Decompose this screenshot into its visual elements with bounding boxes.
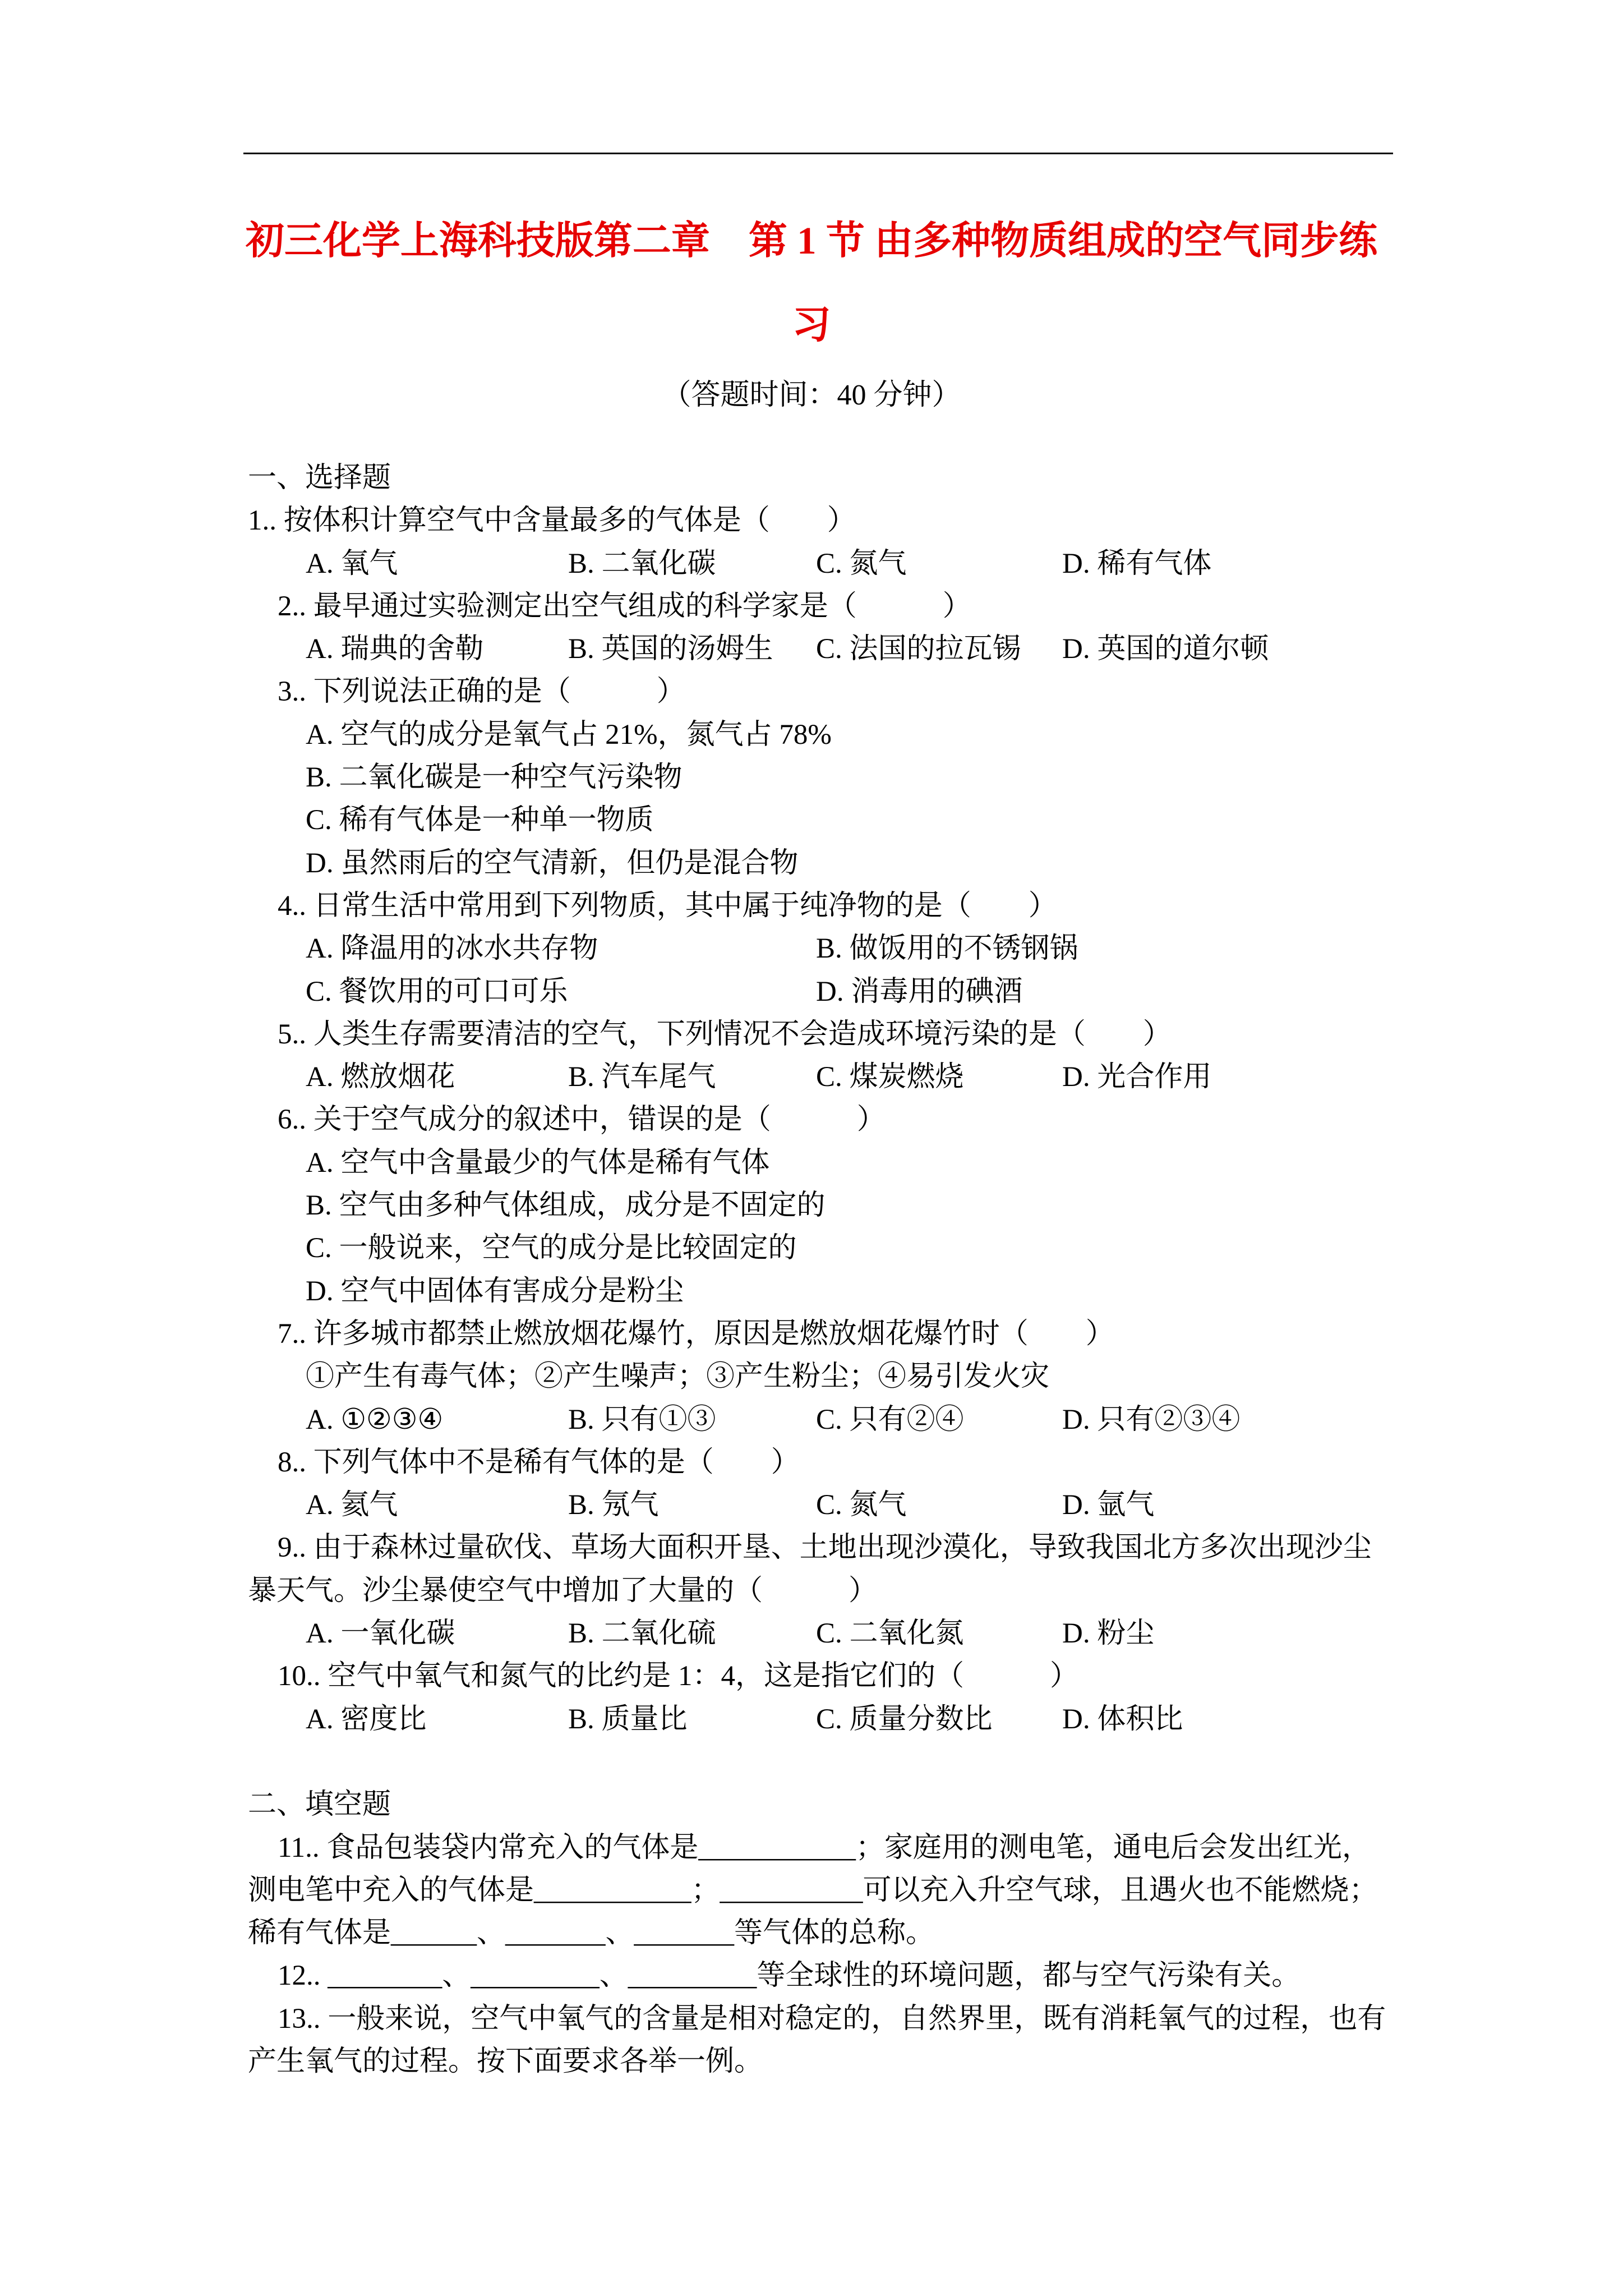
question-1-option-c: C. 氮气 (816, 547, 907, 579)
question-6-option-c: C. 一般说来，空气的成分是比较固定的 (306, 1232, 797, 1264)
question-2-stem: 2.. 最早通过实验测定出空气组成的科学家是（ ） (278, 590, 971, 622)
question-11-line-3: 稀有气体是______、_______、_______等气体的总称。 (248, 1917, 935, 1949)
question-9-option-d: D. 粉尘 (1062, 1618, 1155, 1650)
question-11-line-1: 11.. 食品包装袋内常充入的气体是___________；家庭用的测电笔，通电后会发出红光， (278, 1832, 1371, 1864)
question-1-options (248, 542, 1393, 585)
question-5-option-b: B. 汽车尾气 (568, 1061, 716, 1093)
question-9-options (248, 1612, 1393, 1655)
question-8-option-c: C. 氮气 (816, 1489, 907, 1521)
question-2-option-d: D. 英国的道尔顿 (1062, 633, 1269, 665)
question-7-options (248, 1398, 1393, 1441)
question-5-option-c: C. 煤炭燃烧 (816, 1061, 964, 1093)
question-8-stem: 8.. 下列气体中不是稀有气体的是（ ） (278, 1446, 800, 1478)
question-4-option-d: D. 消毒用的碘酒 (816, 976, 1023, 1007)
question-7-option-a: A. ①②③④ (306, 1404, 444, 1435)
question-7-option-c: C. 只有②④ (816, 1404, 964, 1435)
question-10-option-c: C. 质量分数比 (816, 1703, 993, 1735)
question-12-line-1: 12.. ________、_________、_________等全球性的环境问题，都与空气污染有关。 (278, 1960, 1301, 1992)
question-3-option-d: D. 虽然雨后的空气清新，但仍是混合物 (306, 847, 799, 879)
question-5-option-a: A. 燃放烟花 (306, 1061, 455, 1093)
header-rule (243, 153, 1393, 154)
question-8-option-d: D. 氩气 (1062, 1489, 1155, 1521)
question-9-option-b: B. 二氧化硫 (568, 1618, 716, 1650)
question-1-stem: 1.. 按体积计算空气中含量最多的气体是（ ） (248, 505, 856, 537)
question-7-stem: 7.. 许多城市都禁止燃放烟花爆竹，原因是燃放烟花爆竹时（ ） (278, 1318, 1114, 1350)
question-4-option-c: C. 餐饮用的可口可乐 (306, 976, 568, 1007)
question-8-option-b: B. 氖气 (568, 1489, 659, 1521)
question-11-line-2: 测电笔中充入的气体是___________；__________可以充入升空气球，且遇火也不能燃烧； (248, 1874, 1378, 1906)
question-5-stem: 5.. 人类生存需要清洁的空气，下列情况不会造成环境污染的是（ ） (278, 1018, 1172, 1050)
section-heading-fill: 二、填空题 (248, 1789, 391, 1821)
time-limit: （答题时间：40 分钟） (662, 379, 961, 411)
question-13-line-1: 13.. 一般来说，空气中氧气的含量是相对稳定的，自然界里，既有消耗氧气的过程，也有 (278, 2003, 1386, 2035)
question-4-options-row-1 (248, 927, 1393, 970)
question-4-options-row-2 (248, 970, 1393, 1013)
question-2-option-b: B. 英国的汤姆生 (568, 633, 773, 665)
question-9-stem-line-2: 暴天气。沙尘暴使空气中增加了大量的（ ） (248, 1575, 878, 1607)
question-9-option-c: C. 二氧化氮 (816, 1618, 964, 1650)
question-1-option-a: A. 氧气 (306, 547, 398, 579)
question-6-stem: 6.. 关于空气成分的叙述中，错误的是（ ） (278, 1104, 886, 1136)
question-2-option-c: C. 法国的拉瓦锡 (816, 633, 1021, 665)
question-10-stem: 10.. 空气中氧气和氮气的比约是 1：4，这是指它们的（ ） (278, 1660, 1079, 1692)
question-2-option-a: A. 瑞典的舍勒 (306, 633, 484, 665)
question-2-options (248, 628, 1393, 670)
question-9-option-a: A. 一氧化碳 (306, 1618, 455, 1650)
question-4-option-b: B. 做饭用的不锈钢锅 (816, 933, 1078, 965)
question-1-option-d: D. 稀有气体 (1062, 547, 1212, 579)
question-4-option-a: A. 降温用的冰水共存物 (306, 933, 598, 965)
document-body (248, 457, 1393, 2083)
question-3-option-c: C. 稀有气体是一种单一物质 (306, 804, 654, 836)
question-1-option-b: B. 二氧化碳 (568, 547, 716, 579)
question-6-option-a: A. 空气中含量最少的气体是稀有气体 (306, 1147, 770, 1179)
question-10-option-d: D. 体积比 (1062, 1703, 1183, 1735)
question-8-options (248, 1484, 1393, 1526)
question-4-stem: 4.. 日常生活中常用到下列物质，其中属于纯净物的是（ ） (278, 890, 1057, 922)
question-8-option-a: A. 氦气 (306, 1489, 398, 1521)
question-7-note: ①产生有毒气体；②产生噪声；③产生粉尘；④易引发火灾 (306, 1361, 1050, 1393)
question-9-stem-line-1: 9.. 由于森林过量砍伐、草场大面积开垦、土地出现沙漠化，导致我国北方多次出现沙尘 (278, 1532, 1372, 1564)
question-5-options (248, 1056, 1393, 1098)
question-5-option-d: D. 光合作用 (1062, 1061, 1212, 1093)
question-10-options (248, 1698, 1393, 1741)
section-spacer (248, 1741, 1393, 1783)
document-title: 初三化学上海科技版第二章 第 1 节 由多种物质组成的空气同步练习 (245, 219, 1378, 346)
question-10-option-b: B. 质量比 (568, 1703, 688, 1735)
question-3-stem: 3.. 下列说法正确的是（ ） (278, 676, 685, 708)
question-10-option-a: A. 密度比 (306, 1703, 427, 1735)
question-13-line-2: 产生氧气的过程。按下面要求各举一例。 (248, 2045, 763, 2077)
question-7-option-d: D. 只有②③④ (1062, 1404, 1241, 1435)
question-6-option-d: D. 空气中固体有害成分是粉尘 (306, 1275, 684, 1307)
question-3-option-b: B. 二氧化碳是一种空气污染物 (306, 762, 683, 794)
question-7-option-b: B. 只有①③ (568, 1404, 716, 1435)
question-3-option-a: A. 空气的成分是氧气占 21%，氮气占 78% (306, 719, 832, 751)
section-heading-choice: 一、选择题 (248, 462, 391, 494)
question-6-option-b: B. 空气由多种气体组成，成分是不固定的 (306, 1190, 826, 1222)
